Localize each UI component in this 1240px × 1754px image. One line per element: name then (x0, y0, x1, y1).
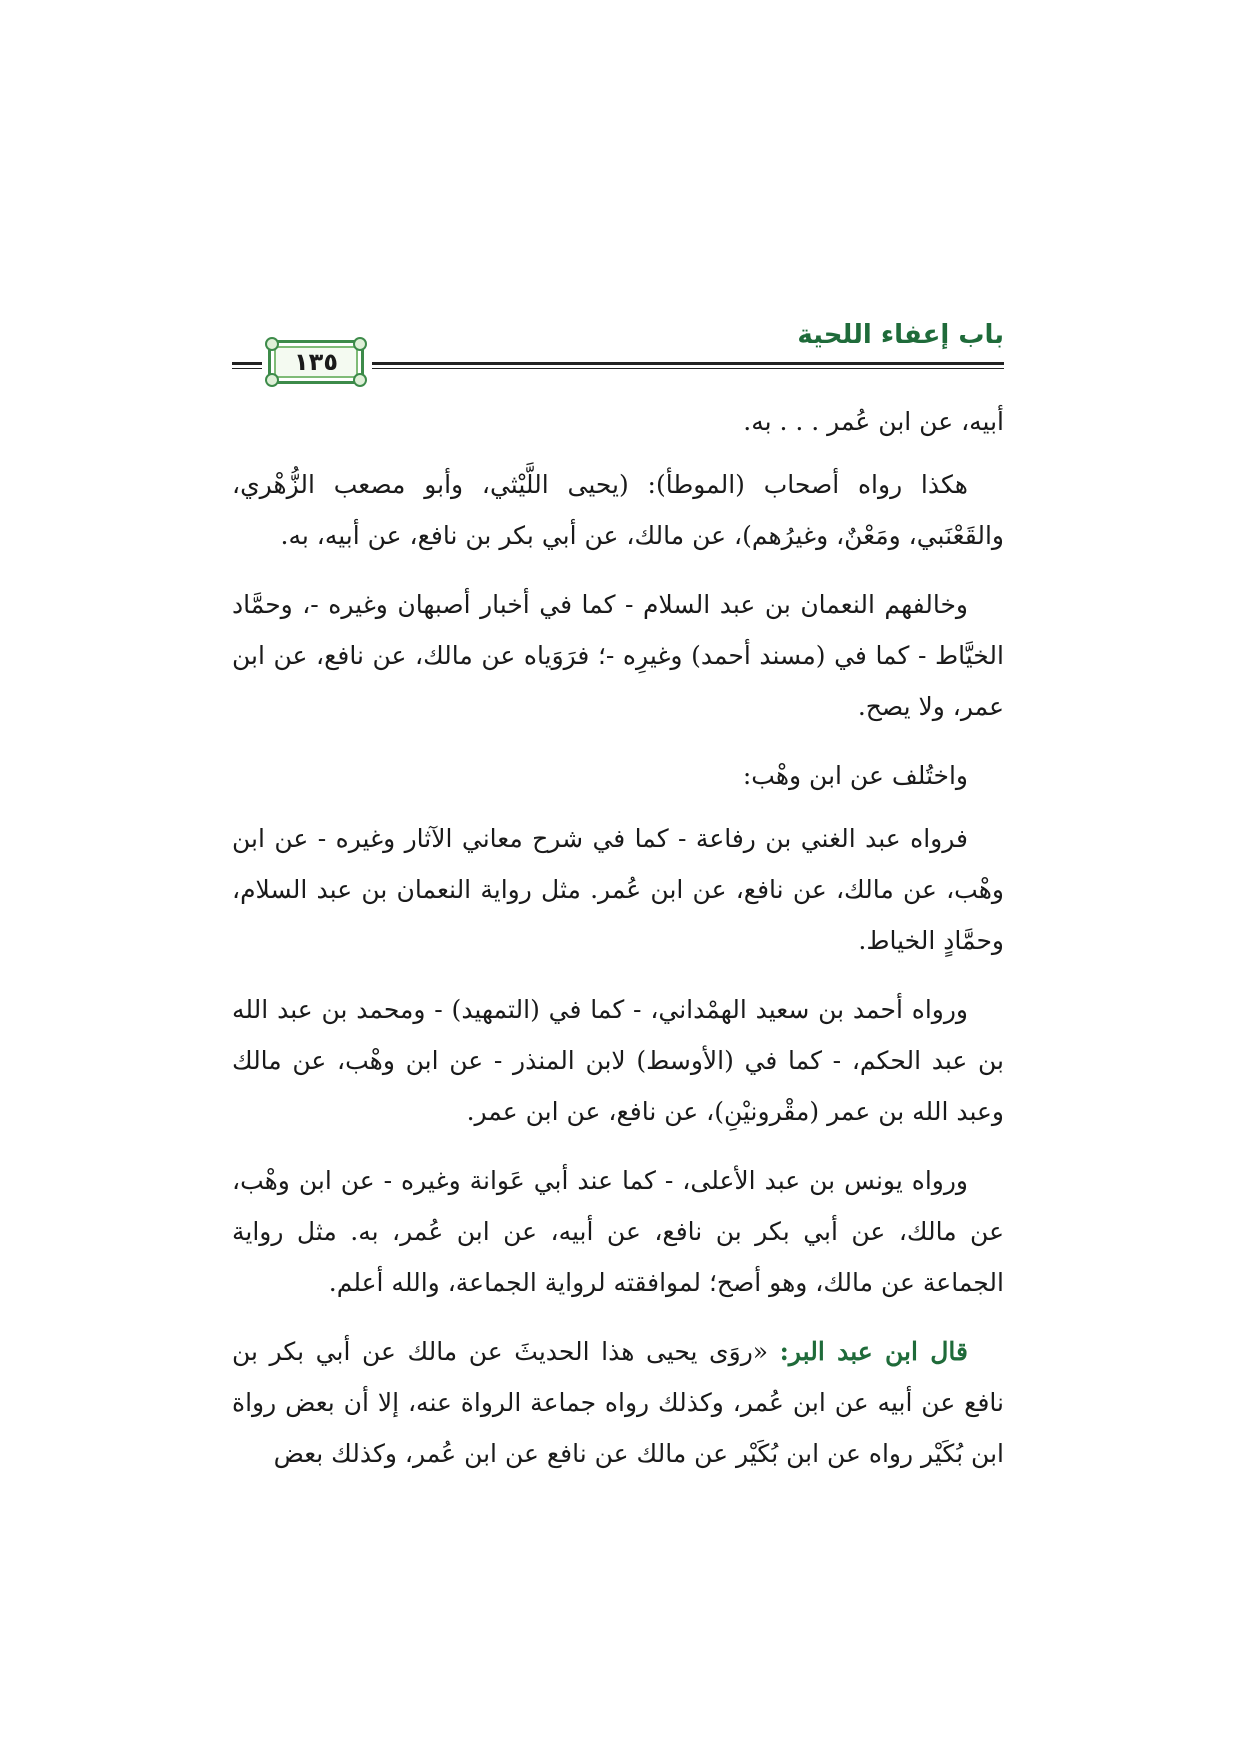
paragraph: فرواه عبد الغني بن رفاعة - كما في شرح معاني الآثار وغيره - عن ابن وهْب، عن مالك، عن نافع، عن ابن عُمر. مثل رواية النعمان بن عبد السلام، وحمَّادٍ الخياط. (232, 824, 1004, 955)
chapter-title: باب إعفاء اللحية (797, 320, 1004, 350)
page-number: ١٣٥ (294, 348, 338, 376)
quote-paragraph (232, 1326, 1004, 1479)
paragraph: هكذا رواه أصحاب (الموطأ): (يحيى اللَّيْثي، وأبو مصعب الزُّهْري، والقَعْنَبي، ومَعْنٌ، وغيرُهم)، عن مالك، عن أبي بكر بن نافع، عن أبيه، به. (232, 470, 1004, 550)
ornament-icon (265, 373, 279, 387)
header-rule-thin (372, 368, 1004, 369)
paragraph: وخالفهم النعمان بن عبد السلام - كما في أخبار أصبهان وغيره -، وحمَّاد الخيَّاط - كما في (مسند أحمد) وغيرِه -؛ فرَوَياه عن مالك، عن نافع، عن ابن عمر، ولا يصح. (232, 590, 1004, 721)
body-text (232, 396, 1004, 1497)
header-rule-left-thin (232, 368, 262, 369)
paragraph: واختُلف عن ابن وهْب: (742, 761, 968, 790)
ornament-icon (353, 373, 367, 387)
header-rule-left (232, 362, 262, 365)
quote-text: «روَى يحيى هذا الحديثَ عن مالك عن أبي بكر بن نافع عن أبيه عن ابن عُمر، وكذلك رواه جماعة الرواة عنه، إلا أن بعض رواة ابن بُكَيْر رواه عن ابن بُكَيْر عن مالك عن نافع عن ابن عُمر، وكذلك بعض (232, 1337, 1004, 1468)
quote-speaker: قال ابن عبد البر: (779, 1337, 968, 1366)
ornament-icon (265, 337, 279, 351)
header-rule (372, 362, 1004, 365)
paragraph: ورواه يونس بن عبد الأعلى، - كما عند أبي عَوانة وغيره - عن ابن وهْب، عن مالك، عن أبي بكر بن نافع، عن أبيه، عن ابن عُمر، به. مثل رواية الجماعة عن مالك، وهو أصح؛ لموافقته لرواية الجماعة، والله أعلم. (232, 1166, 1004, 1297)
page-header (232, 318, 1004, 382)
page-number-badge (268, 340, 364, 384)
paragraph: أبيه، عن ابن عُمر . . . به. (743, 407, 1004, 436)
paragraph: ورواه أحمد بن سعيد الهمْداني، - كما في (التمهيد) - ومحمد بن عبد الله بن عبد الحكم، - كما في (الأوسط) لابن المنذر - عن ابن وهْب، عن مالك وعبد الله بن عمر (مقْرونيْنِ)، عن نافع، عن ابن عمر. (232, 995, 1004, 1126)
ornament-icon (353, 337, 367, 351)
